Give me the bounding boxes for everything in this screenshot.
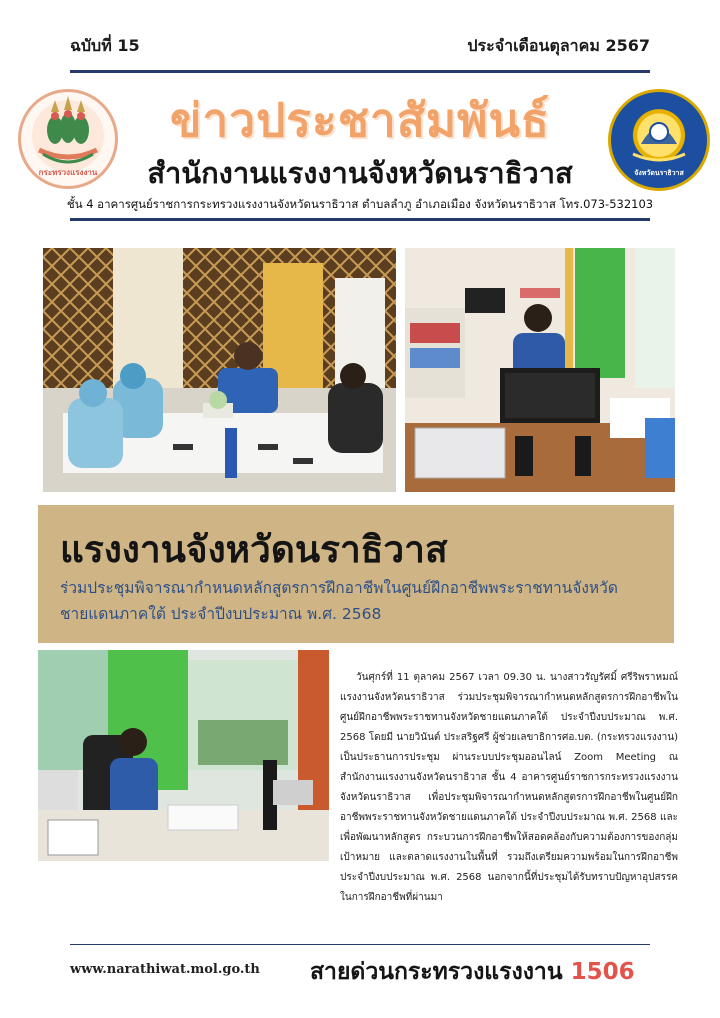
headline-title: แรงงานจังหวัดนราธิวาส xyxy=(60,528,448,571)
issue-number: ฉบับที่ 15 xyxy=(70,36,140,55)
logo-right-caption: จังหวัดนราธิวาส xyxy=(634,169,684,177)
newsletter-title: ข่าวประชาสัมพันธ์ xyxy=(169,93,550,147)
issue-month: ประจำเดือนตุลาคม 2567 xyxy=(467,36,650,55)
header-rule-bottom xyxy=(70,218,650,221)
article-body: วันศุกร์ที่ 11 ตุลาคม 2567 เวลา 09.30 น. นางสาวรัญรัศมิ์ ศรีริพราหมณ์ แรงงานจังหวัดนราธิวาส ร่วมประชุมพิจารณากำหนดหลักสูตรการฝึกอาชีพในศูนย์ฝึกอาชีพพระราชทานจังหวัดชายแดนภาคใต้ ประจำปีงบประมาณ พ.ศ. 2568 โดยมี นายวินันต์ ประสริฐศรี ผู้ช่วยเลขาธิการศอ.บต. (กระทรวงแรงงาน) เป็นประธานการประชุม ผ่านระบบประชุมออนไลน์ Zoom Meeting ณ สำนักงานแรงงานจังหวัดนราธิวาส ชั้น 4 อาคารศูนย์ราชการกระทรวงแรงงานจังหวัดนราธิวาส เพื่อประชุมพิจารณากำหนดหลักสูตรการฝึกอาชีพในศูนย์ฝึกอาชีพพระราชทานจังหวัดชายแดนภาคใต้ ประจำปีงบประมาณ พ.ศ. 2568 และเพื่อพัฒนาหลักสูตร กระบวนการฝึกอาชีพให้สอดคล้องกับความต้องการของกลุ่มเป้าหมาย และตลาดแรงงานในพื้นที่ รวมถึงเตรียมความพร้อมในการฝึกอาชีพประจำปีงบประมาณ พ.ศ. 2568 นอกจากนี้ที่ประชุมได้รับทราบปัญหาอุปสรรคในการฝึกอาชีพที่ผ่านมา xyxy=(340,672,678,903)
header-rule-top xyxy=(70,70,650,73)
office-name: สำนักงานแรงงานจังหวัดนราธิวาส xyxy=(147,156,573,190)
hotline-number: 1506 xyxy=(570,959,635,985)
hotline xyxy=(310,954,635,990)
meeting-room-photo xyxy=(43,248,396,492)
hotline-label: สายด่วนกระทรวงแรงงาน xyxy=(310,959,563,985)
office-desk-photo xyxy=(405,248,675,492)
footer-rule xyxy=(70,944,650,945)
director-at-desk-photo xyxy=(38,650,329,861)
narathiwat-province-seal xyxy=(608,89,710,191)
office-address: ชั้น 4 อาคารศูนย์ราชการกระทรวงแรงงานจังหวัดนราธิวาส ตำบลลำภู อำเภอเมือง จังหวัดนราธิวาส โทร.073-532103 xyxy=(66,197,654,211)
ministry-of-labour-logo xyxy=(18,89,118,189)
logo-left-caption: กระทรวงแรงงาน xyxy=(38,168,98,177)
website-link[interactable]: www.narathiwat.mol.go.th xyxy=(70,962,260,977)
headline-subtitle: ร่วมประชุมพิจารณากำหนดหลักสูตรการฝึกอาชีพในศูนย์ฝึกอาชีพพระราชทานจังหวัดชายแดนภาคใต้ ประจำปีงบประมาณ พ.ศ. 2568 xyxy=(60,579,618,623)
